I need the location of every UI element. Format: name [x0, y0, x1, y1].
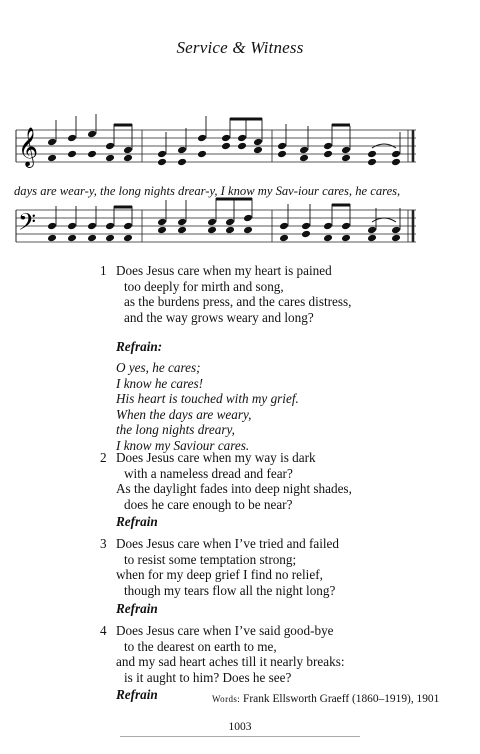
verse-line: Does Jesus care when I’ve said good-bye: [116, 623, 334, 638]
treble-staff: [16, 122, 416, 168]
refrain-label: Refrain: [116, 601, 158, 616]
verse-line: Does Jesus care when my heart is pained: [116, 263, 332, 278]
verse-line: Does Jesus care when I’ve tried and failed: [116, 536, 339, 551]
refrain-line: I know my Saviour cares.: [116, 437, 250, 453]
refrain-label: Refrain: [116, 514, 158, 529]
footer-divider: [120, 736, 360, 737]
bass-clef-icon: 𝄢: [18, 208, 37, 241]
verse-2: [100, 450, 352, 512]
verse-number: 4: [100, 623, 107, 638]
verse-number: 3: [100, 536, 107, 551]
verse-3: [100, 536, 339, 598]
treble-clef-icon: 𝄞: [18, 127, 39, 167]
verse-line: and the way grows weary and long?: [124, 309, 314, 325]
verse-line: to resist some temptation strong;: [124, 551, 297, 567]
refrain-line: O yes, he cares;: [116, 360, 201, 375]
verse-number: 2: [100, 450, 107, 465]
verse-line: too deeply for mirth and song,: [124, 278, 284, 294]
refrain-line: When the days are weary,: [116, 406, 252, 422]
refrain-line: His heart is touched with my grief.: [116, 391, 299, 407]
verse-number: 1: [100, 263, 107, 278]
refrain-line: I know he cares!: [116, 375, 204, 391]
verse-line: As the daylight fades into deep night shades,: [116, 481, 352, 496]
verse-line: as the burdens press, and the cares distress,: [124, 294, 352, 309]
refrain-line: the long nights dreary,: [116, 422, 235, 438]
verse-line: though my tears flow all the night long?: [124, 582, 336, 598]
verse-line: Does Jesus care when my way is dark: [116, 450, 316, 465]
page-number: 1003: [228, 721, 252, 733]
verse-line: with a nameless dread and fear?: [124, 465, 293, 481]
words-credit: [212, 693, 439, 705]
credit-label: Words:: [212, 694, 241, 704]
verse-line: does he care enough to be near?: [124, 496, 293, 512]
credit-text: Frank Ellsworth Graeff (1860–1919), 1901: [243, 693, 440, 705]
verse-line: to the dearest on earth to me,: [124, 638, 277, 654]
music-lyrics: days are wear-y, the long nights drear-y, I know my Sav-iour cares, he cares,: [14, 184, 401, 198]
verse-line: is it aught to him? Does he see?: [124, 669, 292, 685]
verse-line: and my sad heart aches till it nearly breaks:: [116, 654, 345, 669]
refrain-label: Refrain:: [116, 339, 163, 354]
refrain-label: Refrain: [116, 687, 158, 702]
verse-line: when for my deep grief I find no relief,: [116, 567, 323, 582]
verse-4: [100, 623, 345, 685]
section-title: Service & Witness: [176, 38, 304, 57]
verse-1: [100, 263, 351, 325]
refrain-text: [116, 360, 299, 454]
bass-staff: [16, 202, 416, 248]
